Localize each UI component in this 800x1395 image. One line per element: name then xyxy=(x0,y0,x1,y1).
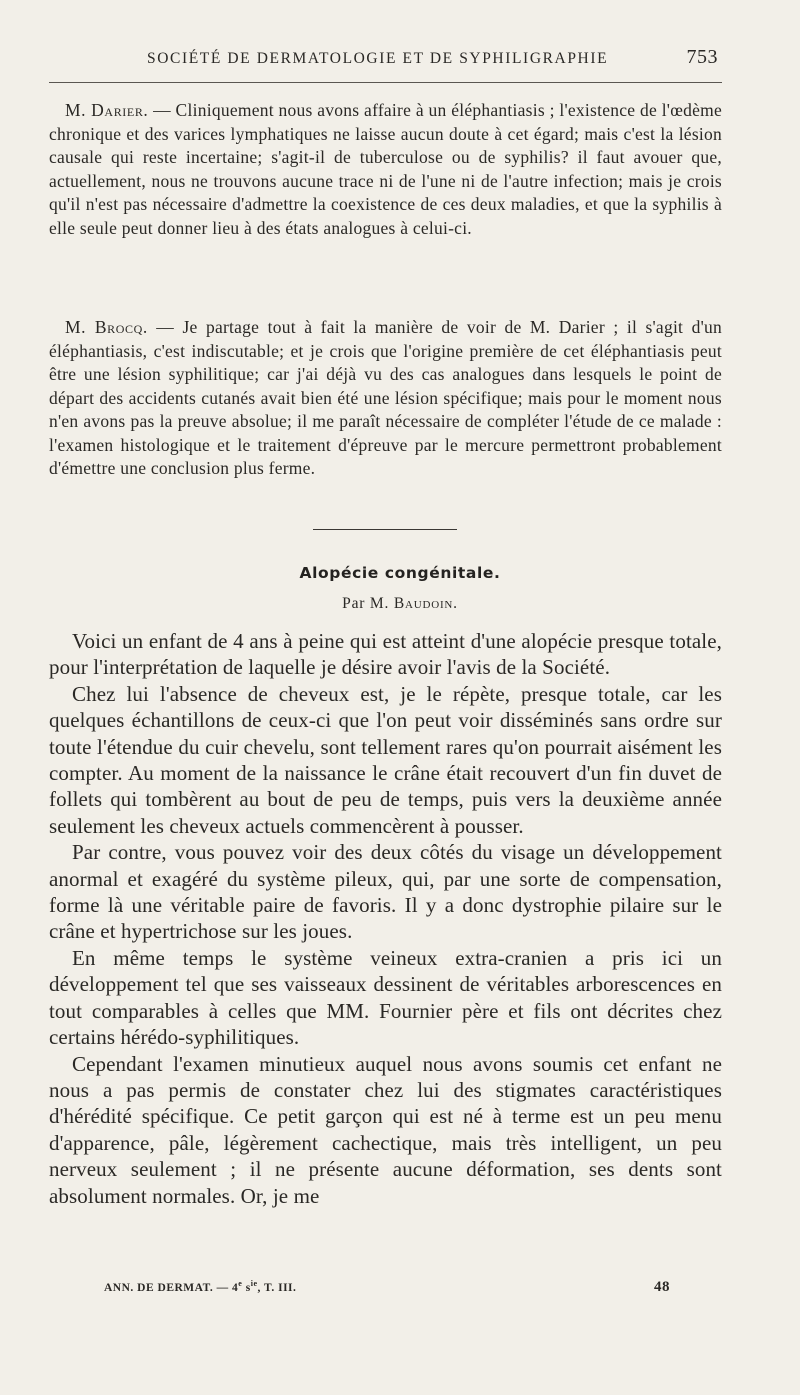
discussion-text: — Je partage tout à fait la manière de voir de M. Darier ; il s'agit d'un éléphantiasis, c'est indiscutable; et je crois que l'origine première de cet éléphantiasis peut être une lésion syphilitique; car j'ai déjà vu des cas analogues dans lesquels le point de départ des accidents cutanés avait bien été une lésion spécifique; mais pour le moment nous n'en avons pas la preuve absolue; il me paraît nécessaire de compléter l'étude de ce malade : l'examen histologique et le traitement d'épreuve par le mercure permettront probablement d'émettre une conclusion plus ferme. xyxy=(49,317,722,478)
journal-reference-suffix: , T. III. xyxy=(257,1282,297,1294)
body-paragraph: En même temps le système veineux extra-cranien a pris ici un développement tel que ses vaisseaux dessinent de véritables arborescences en tout comparables à celles que MM. Fournier père et fils ont décrites chez certains hérédo-syphilitiques. xyxy=(49,945,722,1050)
body-paragraph: Chez lui l'absence de cheveux est, je le répète, presque totale, car les quelques échantillons de ceux-ci que l'on peut voir disséminés sans ordre sur toute l'étendue du cuir chevelu, sont tellement rares qu'on pourrait aisément les compter. Au moment de la naissance le crâne était recouvert d'un fin duvet de follets qui tombèrent au bout de peu de temps, puis vers la deuxième année seulement les cheveux actuels commencèrent à pousser. xyxy=(49,681,722,838)
running-title: SOCIÉTÉ DE DERMATOLOGIE ET DE SYPHILIGRAPHIE xyxy=(147,50,609,67)
byline-prefix: Par M. xyxy=(342,595,394,612)
byline-author: Baudoin. xyxy=(393,595,458,612)
discussion-paragraph-darier xyxy=(49,99,722,240)
speaker-name: M. Darier. xyxy=(65,100,149,120)
journal-reference-sup: ie xyxy=(250,1279,258,1289)
discussion-paragraph-brocq xyxy=(49,316,722,481)
speaker-name: M. Brocq. xyxy=(65,317,148,337)
byline xyxy=(0,595,800,613)
page-footer xyxy=(104,1279,670,1296)
page-header xyxy=(49,46,718,69)
printer-signature: 48 xyxy=(654,1279,670,1295)
section-divider xyxy=(313,529,457,530)
section-title: Alopécie congénitale. xyxy=(299,564,501,582)
body-paragraph: Cependant l'examen minutieux auquel nous avons soumis cet enfant ne nous a pas permis de constater chez lui des stigmates caractéristiques d'hérédité spécifique. Ce petit garçon qui est né à terme est un peu menu d'apparence, pâle, légèrement cachectique, mais très intelligent, un peu nerveux seulement ; il ne présente aucune déformation, ses dents sont absolument normales. Or, je me xyxy=(49,1051,722,1208)
journal-reference-mid: s xyxy=(242,1282,251,1294)
article-body xyxy=(49,628,722,1209)
journal-reference-sup: e xyxy=(238,1279,243,1289)
journal-reference xyxy=(104,1279,296,1294)
journal-reference-prefix: ANN. DE DERMAT. — 4 xyxy=(104,1282,239,1294)
body-paragraph: Voici un enfant de 4 ans à peine qui est atteint d'une alopécie presque totale, pour l'interprétation de laquelle je désire avoir l'avis de la Société. xyxy=(49,629,722,680)
header-rule xyxy=(49,82,722,83)
discussion-text: — Cliniquement nous avons affaire à un éléphantiasis ; l'existence de l'œdème chronique et des varices lymphatiques ne laisse aucun doute à cet égard; mais c'est la lésion causale qui reste incertaine; s'agit-il de tuberculose ou de syphilis? il faut avouer que, actuellement, nous ne trouvons aucune trace ni de l'une ni de l'autre infection; mais je crois qu'il n'est pas nécessaire d'admettre la coexistence de ces deux maladies, et que la syphilis à elle seule peut donner lieu à des états analogues à celui-ci. xyxy=(49,100,722,238)
page-number: 753 xyxy=(686,46,718,68)
body-paragraph: Par contre, vous pouvez voir des deux côtés du visage un développement anormal et exagéré du système pileux, qui, par une sorte de compensation, forme là une véritable paire de favoris. Il y a donc dystrophie pilaire sur le crâne et hypertrichose sur les joues. xyxy=(49,840,722,944)
